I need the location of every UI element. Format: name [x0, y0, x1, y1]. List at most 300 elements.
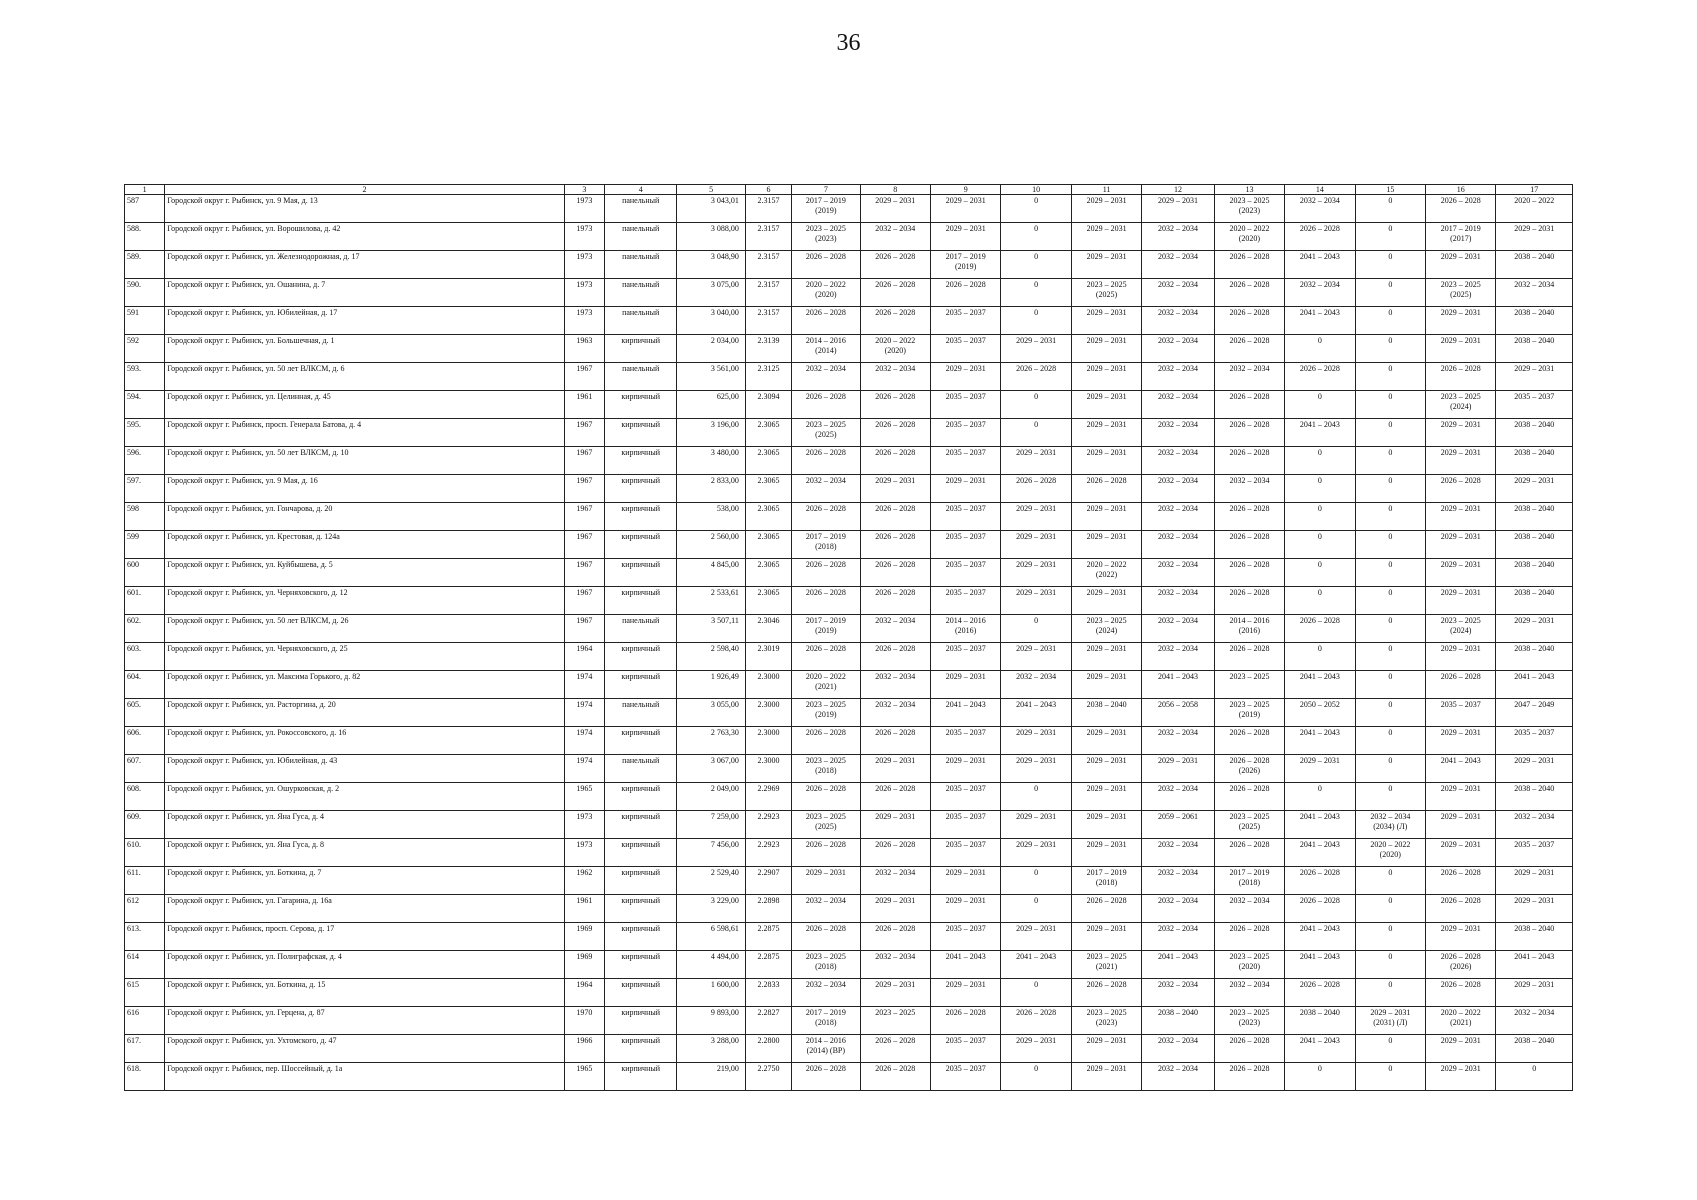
period-17-cell: 2038 – 2040 [1496, 587, 1573, 615]
score-cell: 2.3065 [745, 531, 791, 559]
period-12-cell: 2032 – 2034 [1142, 867, 1214, 895]
period-9-cell: 2035 – 2037 [930, 839, 1000, 867]
period-7-cell: 2017 – 2019 (2018) [792, 1007, 860, 1035]
period-11-cell: 2026 – 2028 [1071, 895, 1141, 923]
build-year-cell: 1965 [564, 783, 604, 811]
period-14-cell: 2026 – 2028 [1285, 895, 1355, 923]
period-12-cell: 2032 – 2034 [1142, 895, 1214, 923]
period-9-cell: 2035 – 2037 [930, 727, 1000, 755]
period-9-cell: 2035 – 2037 [930, 1063, 1000, 1091]
period-9-cell: 2029 – 2031 [930, 671, 1000, 699]
period-8-cell: 2026 – 2028 [860, 783, 930, 811]
period-14-cell: 2026 – 2028 [1285, 615, 1355, 643]
area-cell: 3 040,00 [677, 307, 745, 335]
period-15-cell: 0 [1355, 923, 1425, 951]
column-header-11: 11 [1071, 185, 1141, 195]
score-cell: 2.3157 [745, 223, 791, 251]
period-14-cell: 2032 – 2034 [1285, 279, 1355, 307]
period-10-cell: 0 [1001, 307, 1071, 335]
period-13-cell: 2032 – 2034 [1214, 475, 1284, 503]
period-13-cell: 2026 – 2028 [1214, 643, 1284, 671]
address-cell: Городской округ г. Рыбинск, ул. 50 лет ВЛКСМ, д. 26 [165, 615, 564, 643]
period-14-cell: 2029 – 2031 [1285, 755, 1355, 783]
wall-material-cell: кирпичный [604, 419, 676, 447]
period-11-cell: 2023 – 2025 (2021) [1071, 951, 1141, 979]
period-13-cell: 2026 – 2028 [1214, 307, 1284, 335]
period-15-cell: 0 [1355, 587, 1425, 615]
period-10-cell: 0 [1001, 979, 1071, 1007]
period-8-cell: 2026 – 2028 [860, 923, 930, 951]
period-11-cell: 2038 – 2040 [1071, 699, 1141, 727]
address-cell: Городской округ г. Рыбинск, ул. Черняховского, д. 25 [165, 643, 564, 671]
period-8-cell: 2026 – 2028 [860, 727, 930, 755]
period-9-cell: 2029 – 2031 [930, 195, 1000, 223]
period-8-cell: 2026 – 2028 [860, 391, 930, 419]
address-cell: Городской округ г. Рыбинск, ул. 9 Мая, д. 16 [165, 475, 564, 503]
table-row [125, 195, 1573, 223]
period-15-cell: 0 [1355, 531, 1425, 559]
column-header-1: 1 [125, 185, 165, 195]
period-14-cell: 0 [1285, 1063, 1355, 1091]
period-11-cell: 2029 – 2031 [1071, 755, 1141, 783]
wall-material-cell: кирпичный [604, 1007, 676, 1035]
address-cell: Городской округ г. Рыбинск, ул. 9 Мая, д. 13 [165, 195, 564, 223]
table-row [125, 531, 1573, 559]
row-number-cell: 593. [125, 363, 165, 391]
score-cell: 2.3065 [745, 503, 791, 531]
period-7-cell: 2023 – 2025 (2025) [792, 811, 860, 839]
row-number-cell: 617. [125, 1035, 165, 1063]
build-year-cell: 1961 [564, 895, 604, 923]
table-row [125, 419, 1573, 447]
wall-material-cell: панельный [604, 755, 676, 783]
period-14-cell: 2041 – 2043 [1285, 811, 1355, 839]
area-cell: 3 067,00 [677, 755, 745, 783]
period-10-cell: 0 [1001, 1063, 1071, 1091]
period-8-cell: 2026 – 2028 [860, 307, 930, 335]
period-15-cell: 0 [1355, 419, 1425, 447]
period-16-cell: 2029 – 2031 [1426, 503, 1496, 531]
period-17-cell: 2041 – 2043 [1496, 671, 1573, 699]
period-10-cell: 0 [1001, 391, 1071, 419]
table-row [125, 671, 1573, 699]
wall-material-cell: кирпичный [604, 895, 676, 923]
period-16-cell: 2029 – 2031 [1426, 419, 1496, 447]
period-15-cell: 0 [1355, 699, 1425, 727]
period-8-cell: 2020 – 2022 (2020) [860, 335, 930, 363]
wall-material-cell: панельный [604, 307, 676, 335]
area-cell: 3 043,01 [677, 195, 745, 223]
period-7-cell: 2026 – 2028 [792, 1063, 860, 1091]
period-14-cell: 0 [1285, 643, 1355, 671]
period-10-cell: 0 [1001, 223, 1071, 251]
period-12-cell: 2032 – 2034 [1142, 783, 1214, 811]
period-9-cell: 2035 – 2037 [930, 391, 1000, 419]
wall-material-cell: кирпичный [604, 867, 676, 895]
period-11-cell: 2029 – 2031 [1071, 195, 1141, 223]
score-cell: 2.2875 [745, 951, 791, 979]
period-12-cell: 2029 – 2031 [1142, 755, 1214, 783]
table-row [125, 1063, 1573, 1091]
wall-material-cell: панельный [604, 699, 676, 727]
table-row [125, 951, 1573, 979]
score-cell: 2.2833 [745, 979, 791, 1007]
wall-material-cell: кирпичный [604, 671, 676, 699]
period-17-cell: 2038 – 2040 [1496, 307, 1573, 335]
table-row [125, 307, 1573, 335]
column-header-7: 7 [792, 185, 860, 195]
table-row [125, 615, 1573, 643]
area-cell: 3 196,00 [677, 419, 745, 447]
period-16-cell: 2029 – 2031 [1426, 839, 1496, 867]
score-cell: 2.2898 [745, 895, 791, 923]
column-header-14: 14 [1285, 185, 1355, 195]
build-year-cell: 1967 [564, 363, 604, 391]
period-8-cell: 2023 – 2025 [860, 1007, 930, 1035]
period-16-cell: 2029 – 2031 [1426, 587, 1496, 615]
period-17-cell: 2029 – 2031 [1496, 615, 1573, 643]
area-cell: 3 088,00 [677, 223, 745, 251]
wall-material-cell: панельный [604, 223, 676, 251]
build-year-cell: 1973 [564, 195, 604, 223]
area-cell: 2 034,00 [677, 335, 745, 363]
period-13-cell: 2023 – 2025 (2023) [1214, 1007, 1284, 1035]
period-14-cell: 2026 – 2028 [1285, 867, 1355, 895]
period-13-cell: 2026 – 2028 [1214, 419, 1284, 447]
period-15-cell: 0 [1355, 643, 1425, 671]
period-12-cell: 2032 – 2034 [1142, 419, 1214, 447]
period-8-cell: 2032 – 2034 [860, 223, 930, 251]
table-row [125, 335, 1573, 363]
build-year-cell: 1973 [564, 839, 604, 867]
area-cell: 2 763,30 [677, 727, 745, 755]
period-9-cell: 2029 – 2031 [930, 867, 1000, 895]
period-16-cell: 2029 – 2031 [1426, 251, 1496, 279]
table-row [125, 391, 1573, 419]
period-16-cell: 2029 – 2031 [1426, 531, 1496, 559]
period-17-cell: 2038 – 2040 [1496, 447, 1573, 475]
period-11-cell: 2029 – 2031 [1071, 503, 1141, 531]
period-14-cell: 0 [1285, 335, 1355, 363]
row-number-cell: 602. [125, 615, 165, 643]
period-10-cell: 2029 – 2031 [1001, 559, 1071, 587]
period-16-cell: 2029 – 2031 [1426, 307, 1496, 335]
period-8-cell: 2032 – 2034 [860, 951, 930, 979]
table-row [125, 559, 1573, 587]
period-10-cell: 2029 – 2031 [1001, 839, 1071, 867]
period-9-cell: 2029 – 2031 [930, 979, 1000, 1007]
period-12-cell: 2032 – 2034 [1142, 223, 1214, 251]
wall-material-cell: кирпичный [604, 951, 676, 979]
period-13-cell: 2026 – 2028 [1214, 1063, 1284, 1091]
period-13-cell: 2020 – 2022 (2020) [1214, 223, 1284, 251]
period-7-cell: 2029 – 2031 [792, 867, 860, 895]
period-9-cell: 2035 – 2037 [930, 643, 1000, 671]
period-16-cell: 2026 – 2028 [1426, 671, 1496, 699]
period-11-cell: 2023 – 2025 (2025) [1071, 279, 1141, 307]
wall-material-cell: кирпичный [604, 335, 676, 363]
address-cell: Городской округ г. Рыбинск, ул. Рокоссовского, д. 16 [165, 727, 564, 755]
column-header-4: 4 [604, 185, 676, 195]
column-header-9: 9 [930, 185, 1000, 195]
wall-material-cell: кирпичный [604, 531, 676, 559]
period-7-cell: 2023 – 2025 (2023) [792, 223, 860, 251]
row-number-cell: 601. [125, 587, 165, 615]
period-15-cell: 0 [1355, 895, 1425, 923]
table-row [125, 279, 1573, 307]
period-17-cell: 2038 – 2040 [1496, 419, 1573, 447]
build-year-cell: 1967 [564, 615, 604, 643]
period-7-cell: 2032 – 2034 [792, 475, 860, 503]
period-9-cell: 2035 – 2037 [930, 531, 1000, 559]
period-11-cell: 2029 – 2031 [1071, 307, 1141, 335]
period-11-cell: 2029 – 2031 [1071, 251, 1141, 279]
period-15-cell: 0 [1355, 671, 1425, 699]
period-13-cell: 2026 – 2028 [1214, 531, 1284, 559]
period-10-cell: 2029 – 2031 [1001, 643, 1071, 671]
area-cell: 3 507,11 [677, 615, 745, 643]
period-7-cell: 2032 – 2034 [792, 363, 860, 391]
period-11-cell: 2029 – 2031 [1071, 811, 1141, 839]
period-17-cell: 2038 – 2040 [1496, 559, 1573, 587]
period-17-cell: 2029 – 2031 [1496, 755, 1573, 783]
period-11-cell: 2029 – 2031 [1071, 727, 1141, 755]
address-cell: Городской округ г. Рыбинск, просп. Серова, д. 17 [165, 923, 564, 951]
period-16-cell: 2023 – 2025 (2025) [1426, 279, 1496, 307]
period-8-cell: 2032 – 2034 [860, 363, 930, 391]
period-14-cell: 2041 – 2043 [1285, 727, 1355, 755]
period-10-cell: 2029 – 2031 [1001, 811, 1071, 839]
area-cell: 3 048,90 [677, 251, 745, 279]
period-10-cell: 2029 – 2031 [1001, 531, 1071, 559]
address-cell: Городской округ г. Рыбинск, ул. Яна Гуса, д. 8 [165, 839, 564, 867]
area-cell: 219,00 [677, 1063, 745, 1091]
period-17-cell: 2029 – 2031 [1496, 475, 1573, 503]
score-cell: 2.3157 [745, 307, 791, 335]
column-header-16: 16 [1426, 185, 1496, 195]
period-8-cell: 2032 – 2034 [860, 671, 930, 699]
area-cell: 2 598,40 [677, 643, 745, 671]
period-15-cell: 0 [1355, 615, 1425, 643]
period-7-cell: 2020 – 2022 (2021) [792, 671, 860, 699]
period-12-cell: 2032 – 2034 [1142, 587, 1214, 615]
period-8-cell: 2026 – 2028 [860, 447, 930, 475]
score-cell: 2.2923 [745, 811, 791, 839]
score-cell: 2.3065 [745, 475, 791, 503]
period-14-cell: 0 [1285, 475, 1355, 503]
wall-material-cell: панельный [604, 363, 676, 391]
period-10-cell: 0 [1001, 279, 1071, 307]
period-12-cell: 2032 – 2034 [1142, 251, 1214, 279]
period-11-cell: 2029 – 2031 [1071, 335, 1141, 363]
period-17-cell: 2038 – 2040 [1496, 1035, 1573, 1063]
build-year-cell: 1973 [564, 811, 604, 839]
period-11-cell: 2029 – 2031 [1071, 531, 1141, 559]
period-16-cell: 2029 – 2031 [1426, 1035, 1496, 1063]
period-10-cell: 0 [1001, 783, 1071, 811]
row-number-cell: 607. [125, 755, 165, 783]
period-10-cell: 0 [1001, 419, 1071, 447]
period-14-cell: 2041 – 2043 [1285, 923, 1355, 951]
period-11-cell: 2023 – 2025 (2023) [1071, 1007, 1141, 1035]
period-12-cell: 2032 – 2034 [1142, 643, 1214, 671]
period-7-cell: 2026 – 2028 [792, 559, 860, 587]
period-10-cell: 2041 – 2043 [1001, 699, 1071, 727]
period-9-cell: 2026 – 2028 [930, 279, 1000, 307]
period-8-cell: 2029 – 2031 [860, 979, 930, 1007]
period-11-cell: 2026 – 2028 [1071, 475, 1141, 503]
score-cell: 2.2923 [745, 839, 791, 867]
period-9-cell: 2035 – 2037 [930, 419, 1000, 447]
build-year-cell: 1974 [564, 755, 604, 783]
table-row [125, 643, 1573, 671]
table-row [125, 867, 1573, 895]
period-7-cell: 2032 – 2034 [792, 979, 860, 1007]
period-17-cell: 2035 – 2037 [1496, 727, 1573, 755]
period-10-cell: 2029 – 2031 [1001, 447, 1071, 475]
build-year-cell: 1974 [564, 727, 604, 755]
table-row [125, 979, 1573, 1007]
period-14-cell: 2041 – 2043 [1285, 951, 1355, 979]
period-12-cell: 2032 – 2034 [1142, 475, 1214, 503]
wall-material-cell: панельный [604, 615, 676, 643]
build-year-cell: 1969 [564, 923, 604, 951]
score-cell: 2.2800 [745, 1035, 791, 1063]
period-15-cell: 0 [1355, 391, 1425, 419]
period-12-cell: 2032 – 2034 [1142, 923, 1214, 951]
row-number-cell: 618. [125, 1063, 165, 1091]
area-cell: 3 229,00 [677, 895, 745, 923]
area-cell: 9 893,00 [677, 1007, 745, 1035]
score-cell: 2.3065 [745, 447, 791, 475]
score-cell: 2.3000 [745, 727, 791, 755]
address-cell: Городской округ г. Рыбинск, просп. Генерала Батова, д. 4 [165, 419, 564, 447]
period-11-cell: 2029 – 2031 [1071, 923, 1141, 951]
period-16-cell: 2029 – 2031 [1426, 783, 1496, 811]
address-cell: Городской округ г. Рыбинск, ул. Черняховского, д. 12 [165, 587, 564, 615]
period-10-cell: 2029 – 2031 [1001, 587, 1071, 615]
period-13-cell: 2026 – 2028 [1214, 391, 1284, 419]
period-11-cell: 2023 – 2025 (2024) [1071, 615, 1141, 643]
period-14-cell: 2038 – 2040 [1285, 1007, 1355, 1035]
period-8-cell: 2026 – 2028 [860, 503, 930, 531]
period-12-cell: 2029 – 2031 [1142, 195, 1214, 223]
table-row [125, 251, 1573, 279]
period-17-cell: 2032 – 2034 [1496, 811, 1573, 839]
wall-material-cell: кирпичный [604, 559, 676, 587]
period-9-cell: 2029 – 2031 [930, 475, 1000, 503]
row-number-cell: 595. [125, 419, 165, 447]
period-9-cell: 2035 – 2037 [930, 783, 1000, 811]
table-row [125, 783, 1573, 811]
score-cell: 2.3065 [745, 587, 791, 615]
period-12-cell: 2038 – 2040 [1142, 1007, 1214, 1035]
row-number-cell: 599 [125, 531, 165, 559]
period-9-cell: 2029 – 2031 [930, 895, 1000, 923]
period-14-cell: 2032 – 2034 [1285, 195, 1355, 223]
row-number-cell: 606. [125, 727, 165, 755]
period-9-cell: 2035 – 2037 [930, 335, 1000, 363]
period-12-cell: 2032 – 2034 [1142, 307, 1214, 335]
period-8-cell: 2029 – 2031 [860, 475, 930, 503]
row-number-cell: 615 [125, 979, 165, 1007]
address-cell: Городской округ г. Рыбинск, ул. Боткина, д. 7 [165, 867, 564, 895]
area-cell: 3 055,00 [677, 699, 745, 727]
period-16-cell: 2026 – 2028 [1426, 867, 1496, 895]
table-row [125, 839, 1573, 867]
period-7-cell: 2017 – 2019 (2019) [792, 195, 860, 223]
period-8-cell: 2029 – 2031 [860, 811, 930, 839]
period-17-cell: 2038 – 2040 [1496, 335, 1573, 363]
row-number-cell: 610. [125, 839, 165, 867]
wall-material-cell: кирпичный [604, 811, 676, 839]
table-row [125, 363, 1573, 391]
address-cell: Городской округ г. Рыбинск, пер. Шоссейный, д. 1а [165, 1063, 564, 1091]
area-cell: 2 049,00 [677, 783, 745, 811]
period-15-cell: 0 [1355, 1063, 1425, 1091]
address-cell: Городской округ г. Рыбинск, ул. Юбилейная, д. 43 [165, 755, 564, 783]
address-cell: Городской округ г. Рыбинск, ул. Целинная, д. 45 [165, 391, 564, 419]
period-14-cell: 2041 – 2043 [1285, 251, 1355, 279]
period-9-cell: 2041 – 2043 [930, 699, 1000, 727]
period-9-cell: 2014 – 2016 (2016) [930, 615, 1000, 643]
wall-material-cell: кирпичный [604, 1063, 676, 1091]
period-8-cell: 2029 – 2031 [860, 755, 930, 783]
column-header-6: 6 [745, 185, 791, 195]
period-16-cell: 2020 – 2022 (2021) [1426, 1007, 1496, 1035]
address-cell: Городской округ г. Рыбинск, ул. Герцена, д. 87 [165, 1007, 564, 1035]
score-cell: 2.3046 [745, 615, 791, 643]
area-cell: 7 259,00 [677, 811, 745, 839]
area-cell: 3 561,00 [677, 363, 745, 391]
wall-material-cell: панельный [604, 279, 676, 307]
period-14-cell: 2026 – 2028 [1285, 223, 1355, 251]
period-9-cell: 2029 – 2031 [930, 223, 1000, 251]
address-cell: Городской округ г. Рыбинск, ул. Гончарова, д. 20 [165, 503, 564, 531]
column-header-5: 5 [677, 185, 745, 195]
address-cell: Городской округ г. Рыбинск, ул. Полиграфская, д. 4 [165, 951, 564, 979]
period-16-cell: 2026 – 2028 [1426, 895, 1496, 923]
column-header-12: 12 [1142, 185, 1214, 195]
period-14-cell: 0 [1285, 503, 1355, 531]
row-number-cell: 614 [125, 951, 165, 979]
build-year-cell: 1967 [564, 419, 604, 447]
score-cell: 2.3065 [745, 419, 791, 447]
wall-material-cell: кирпичный [604, 979, 676, 1007]
period-15-cell: 0 [1355, 979, 1425, 1007]
period-15-cell: 0 [1355, 195, 1425, 223]
period-17-cell: 2029 – 2031 [1496, 223, 1573, 251]
row-number-cell: 609. [125, 811, 165, 839]
row-number-cell: 592 [125, 335, 165, 363]
period-14-cell: 0 [1285, 531, 1355, 559]
address-cell: Городской округ г. Рыбинск, ул. 50 лет ВЛКСМ, д. 6 [165, 363, 564, 391]
period-9-cell: 2017 – 2019 (2019) [930, 251, 1000, 279]
address-cell: Городской округ г. Рыбинск, ул. Юбилейная, д. 17 [165, 307, 564, 335]
address-cell: Городской округ г. Рыбинск, ул. 50 лет ВЛКСМ, д. 10 [165, 447, 564, 475]
period-12-cell: 2032 – 2034 [1142, 615, 1214, 643]
period-15-cell: 0 [1355, 559, 1425, 587]
period-15-cell: 0 [1355, 447, 1425, 475]
housing-register-table [124, 184, 1573, 1091]
area-cell: 3 288,00 [677, 1035, 745, 1063]
period-16-cell: 2029 – 2031 [1426, 811, 1496, 839]
period-9-cell: 2041 – 2043 [930, 951, 1000, 979]
column-header-17: 17 [1496, 185, 1573, 195]
area-cell: 7 456,00 [677, 839, 745, 867]
build-year-cell: 1967 [564, 531, 604, 559]
period-7-cell: 2026 – 2028 [792, 643, 860, 671]
